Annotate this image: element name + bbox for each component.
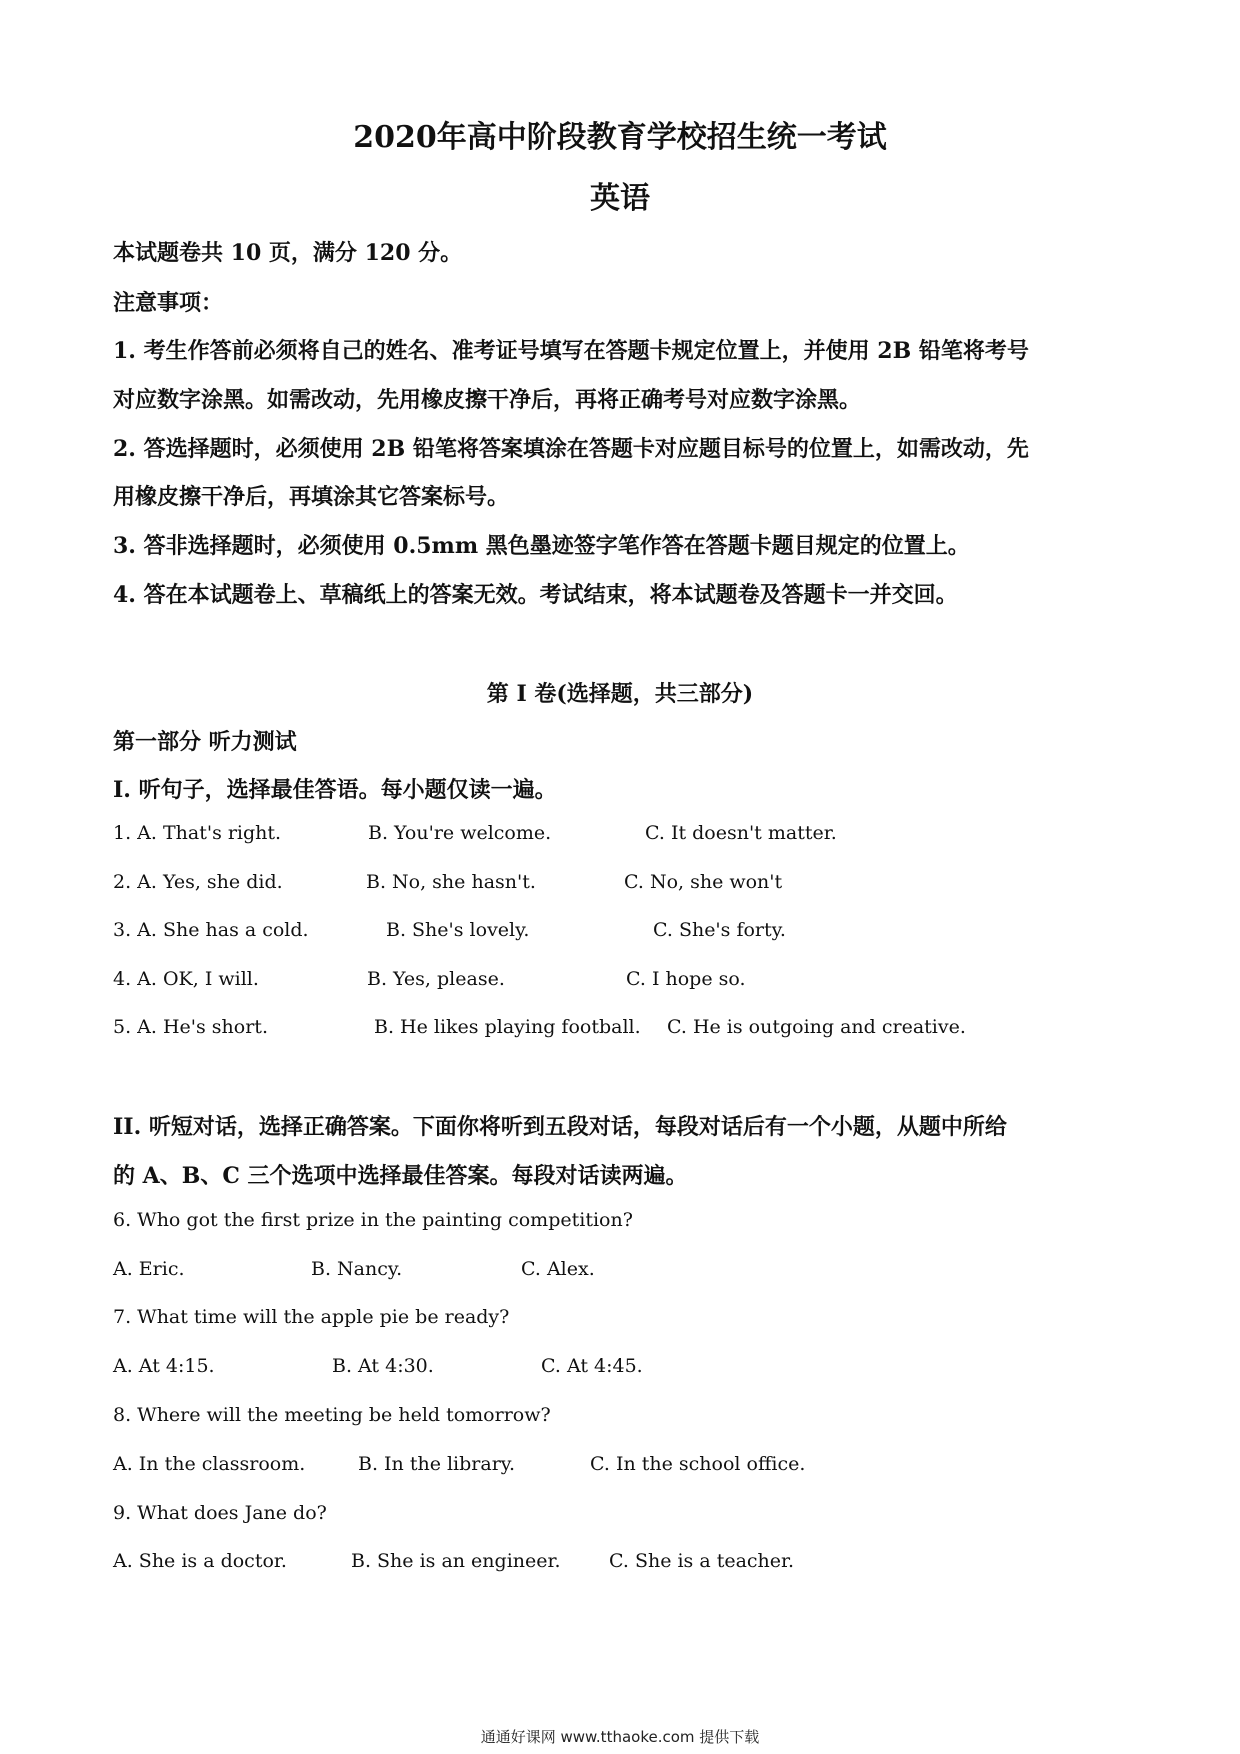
option-c: C. In the school office. <box>590 1453 806 1475</box>
option-a: 1. A. That's right. <box>113 822 282 844</box>
option-c: C. No, she won't <box>624 871 783 893</box>
option-a: 4. A. OK, I will. <box>113 968 259 990</box>
volume-title: 第 I 卷(选择题，共三部分) <box>486 681 754 707</box>
exam-subject: 英语 <box>590 181 650 216</box>
question-row <box>0 822 1240 852</box>
option-c: C. She's forty. <box>653 919 786 941</box>
note-line: 3. 答非选择题时，必须使用 0.5mm 黑色墨迹签字笔作答在答题卡题目规定的位置上。 <box>113 533 970 559</box>
option-b: B. He likes playing football. <box>374 1016 641 1038</box>
question-row <box>0 1453 1240 1483</box>
note-line: 对应数字涂黑。如需改动，先用橡皮擦干净后，再将正确考号对应数字涂黑。 <box>113 387 862 413</box>
question-row <box>0 968 1240 998</box>
option-a: A. She is a doctor. <box>113 1550 287 1572</box>
option-a: 5. A. He's short. <box>113 1016 268 1038</box>
question-row <box>0 871 1240 901</box>
section2-instruction: II. 听短对话，选择正确答案。下面你将听到五段对话，每段对话后有一个小题，从题中所给 <box>113 1114 1007 1140</box>
option-b: B. She's lovely. <box>386 919 530 941</box>
footer-source-link[interactable]: 通通好课网 www.tthaoke.com 提供下载 <box>480 1728 760 1746</box>
option-a: A. At 4:15. <box>113 1355 215 1377</box>
exam-title: 2020年高中阶段教育学校招生统一考试 <box>353 120 887 155</box>
note-line: 1. 考生作答前必须将自己的姓名、准考证号填写在答题卡规定位置上，并使用 2B 铅笔将考号 <box>113 338 1029 364</box>
note-line: 4. 答在本试题卷上、草稿纸上的答案无效。考试结束，将本试题卷及答题卡一并交回。 <box>113 582 958 608</box>
option-a: A. In the classroom. <box>113 1453 306 1475</box>
option-b: B. No, she hasn't. <box>366 871 536 893</box>
option-c: C. It doesn't matter. <box>645 822 837 844</box>
question-stem: 7. What time will the apple pie be ready? <box>113 1306 510 1328</box>
option-c: C. Alex. <box>521 1258 595 1280</box>
question-stem: 6. Who got the first prize in the painting competition? <box>113 1209 633 1231</box>
notice-title: 注意事项： <box>113 290 224 316</box>
question-row <box>0 1355 1240 1385</box>
option-b: B. Yes, please. <box>367 968 505 990</box>
question-row <box>0 919 1240 949</box>
pages-score-line: 本试题卷共 10 页，满分 120 分。 <box>113 240 463 266</box>
question-row <box>0 1016 1240 1046</box>
option-a: 2. A. Yes, she did. <box>113 871 283 893</box>
note-line: 用橡皮擦干净后，再填涂其它答案标号。 <box>113 484 510 510</box>
question-stem: 8. Where will the meeting be held tomorrow? <box>113 1404 551 1426</box>
option-a: 3. A. She has a cold. <box>113 919 309 941</box>
question-row <box>0 1258 1240 1288</box>
option-a: A. Eric. <box>113 1258 185 1280</box>
option-b: B. In the library. <box>358 1453 516 1475</box>
option-c: C. At 4:45. <box>541 1355 643 1377</box>
option-b: B. Nancy. <box>311 1258 403 1280</box>
option-b: B. At 4:30. <box>332 1355 434 1377</box>
question-row <box>0 1550 1240 1580</box>
question-stem: 9. What does Jane do? <box>113 1502 327 1524</box>
note-line: 2. 答选择题时，必须使用 2B 铅笔将答案填涂在答题卡对应题目标号的位置上，如需改动，先 <box>113 436 1029 462</box>
section2-instruction: 的 A、B、C 三个选项中选择最佳答案。每段对话读两遍。 <box>113 1163 688 1189</box>
section1-instruction: I. 听句子，选择最佳答语。每小题仅读一遍。 <box>113 777 557 803</box>
option-c: C. She is a teacher. <box>609 1550 795 1572</box>
option-b: B. You're welcome. <box>368 822 552 844</box>
option-c: C. He is outgoing and creative. <box>667 1016 966 1038</box>
option-c: C. I hope so. <box>626 968 746 990</box>
option-b: B. She is an engineer. <box>351 1550 561 1572</box>
part-title: 第一部分 听力测试 <box>113 729 297 755</box>
